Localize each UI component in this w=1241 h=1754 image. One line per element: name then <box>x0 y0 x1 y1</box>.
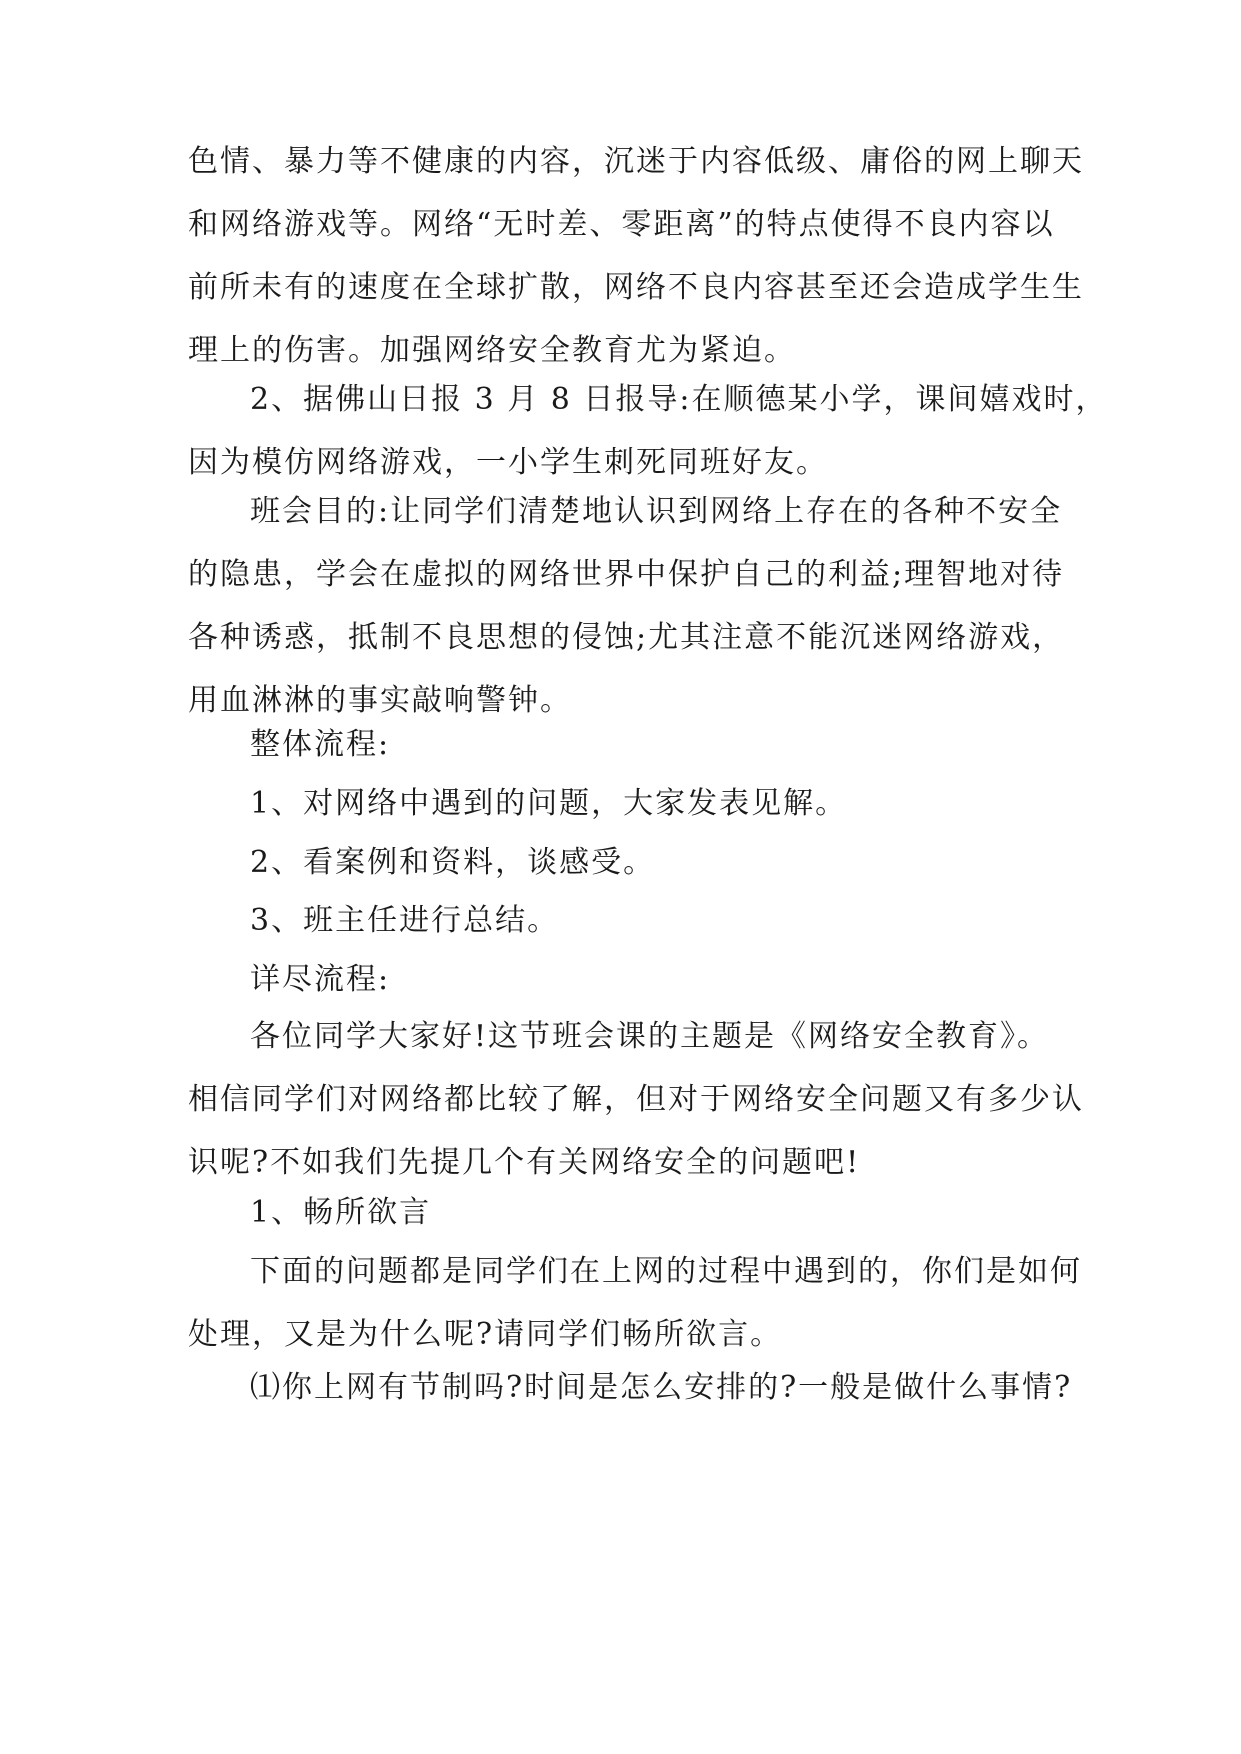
text-line: 色情、暴力等不健康的内容，沉迷于内容低级、庸俗的网上聊天 <box>188 144 1084 179</box>
text-line: 各位同学大家好!这节班会课的主题是《网络安全教育》。 <box>250 1019 1050 1054</box>
text-line: 各种诱惑，抵制不良思想的侵蚀;尤其注意不能沉迷网络游戏， <box>188 620 1065 655</box>
text-line: 因为模仿网络游戏，一小学生刺死同班好友。 <box>188 445 828 480</box>
text-line: 1、畅所欲言 <box>250 1195 432 1230</box>
text-line: 用血淋淋的事实敲响警钟。 <box>188 683 572 718</box>
paragraph-news-report <box>188 368 1108 494</box>
paragraph-meeting-purpose <box>188 480 1065 732</box>
text-line: 识呢?不如我们先提几个有关网络安全的问题吧! <box>188 1145 861 1180</box>
text-line: 2、看案例和资料，谈感受。 <box>250 845 656 880</box>
text-line: 班会目的:让同学们清楚地认识到网络上存在的各种不安全 <box>250 494 1063 529</box>
paragraph-greeting <box>188 1005 1084 1194</box>
heading-detailed-process <box>188 948 1058 1011</box>
heading-overall-process <box>188 713 1058 776</box>
text-line: ⑴你上网有节制吗?时间是怎么安排的?一般是做什么事情? <box>250 1370 1073 1405</box>
text-line: 1、对网络中遇到的问题，大家发表见解。 <box>250 786 848 821</box>
text-line: 下面的问题都是同学们在上网的过程中遇到的，你们是如何 <box>250 1254 1082 1289</box>
list-item-1 <box>188 772 1058 835</box>
question-item-1 <box>188 1356 1073 1419</box>
text-line: 处理，又是为什么呢?请同学们畅所欲言。 <box>188 1317 783 1352</box>
section-heading-speak-freely <box>188 1181 1058 1244</box>
text-line: 和网络游戏等。网络“无时差、零距离”的特点使得不良内容以 <box>188 207 1055 242</box>
text-line: 相信同学们对网络都比较了解，但对于网络安全问题又有多少认 <box>188 1082 1084 1117</box>
text-line: 3、班主任进行总结。 <box>250 903 560 938</box>
paragraph-continuation <box>188 130 1084 382</box>
text-line: 2、据佛山日报 3 月 8 日报导:在顺德某小学，课间嬉戏时， <box>250 382 1108 417</box>
text-line: 前所未有的速度在全球扩散，网络不良内容甚至还会造成学生生 <box>188 270 1084 305</box>
text-line: 的隐患，学会在虚拟的网络世界中保护自己的利益;理智地对待 <box>188 557 1065 592</box>
text-line: 详尽流程: <box>250 962 391 997</box>
paragraph-questions-intro <box>188 1240 1082 1366</box>
text-line: 整体流程: <box>250 727 391 762</box>
text-line: 理上的伤害。加强网络安全教育尤为紧迫。 <box>188 333 796 368</box>
list-item-3 <box>188 889 1058 952</box>
list-item-2 <box>188 831 1058 894</box>
